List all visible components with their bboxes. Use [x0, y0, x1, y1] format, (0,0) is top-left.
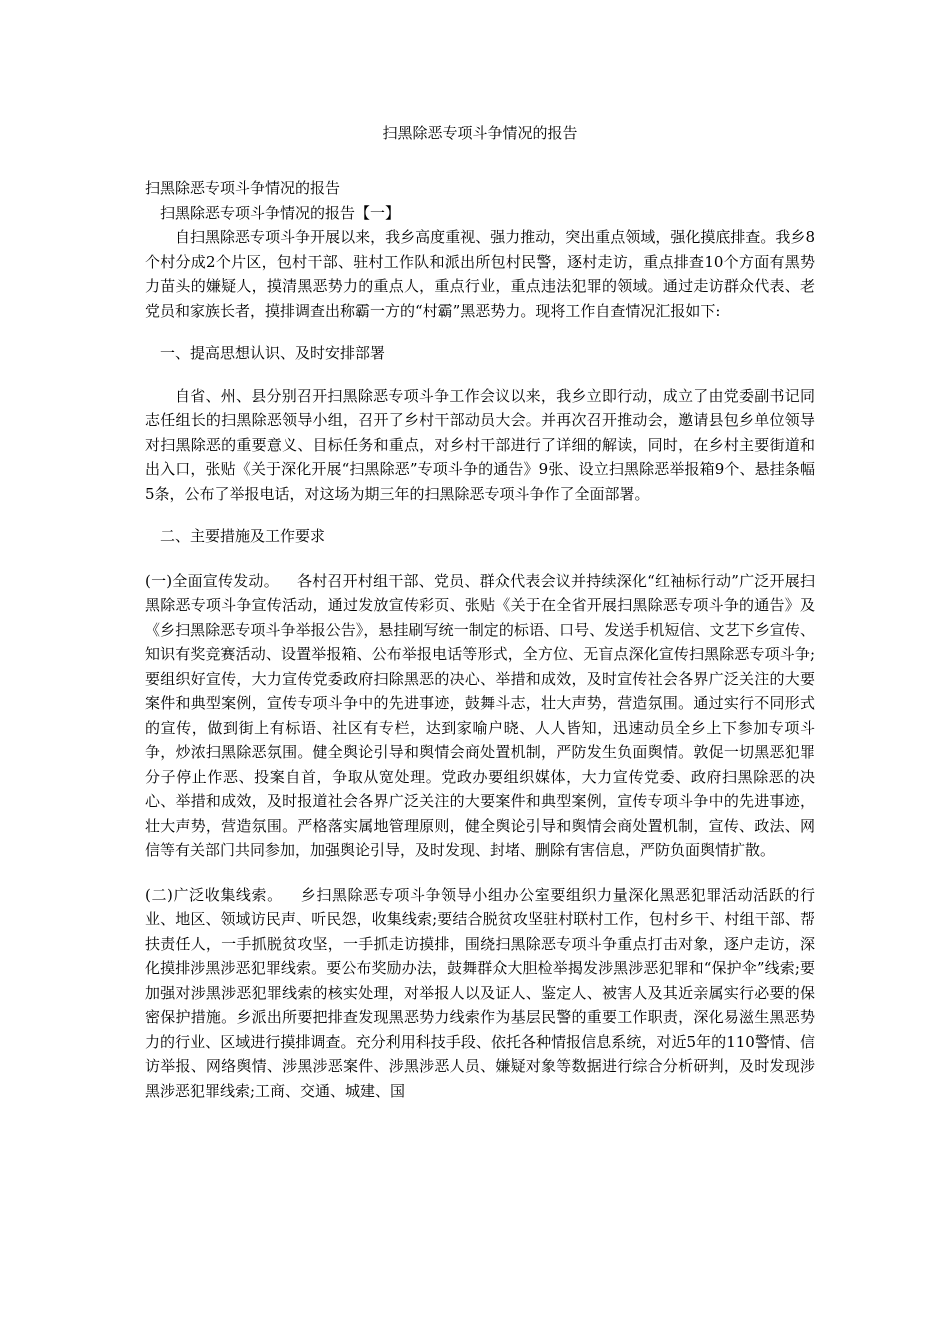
document-title: 扫黑除恶专项斗争情况的报告 — [382, 124, 578, 142]
measure-item-1 — [145, 569, 815, 863]
section-heading-2: 二、主要措施及工作要求 — [160, 527, 326, 545]
intro-paragraph: 自扫黑除恶专项斗争开展以来，我乡高度重视、强力推动，突出重点领域，强化摸底排查。我乡8个村分成2个片区，包村干部、驻村工作队和派出所包村民警，逐村走访，重点排查10个方面有黑势力苗头的嫌疑人，摸清黑恶势力的重点人，重点行业，重点违法犯罪的领域。通过走访群众代表、老党员和家族长者，摸排调查出称霸一方的“村霸”黑恶势力。现将工作自查情况汇报如下: — [145, 228, 815, 320]
measure-item-2-label: (二)广泛收集线索。 — [145, 885, 283, 904]
document-subheading: 扫黑除恶专项斗争情况的报告【一】 — [160, 203, 401, 222]
section-heading-1: 一、提高思想认识、及时安排部署 — [160, 344, 386, 362]
measure-item-2 — [145, 883, 815, 1104]
measure-item-1-text: 各村召开村组干部、党员、群众代表会议并持续深化“红袖标行动”广泛开展扫黑除恶专项斗争宣传活动，通过发放宣传彩页、张贴《关于在全省开展扫黑除恶专项斗争的通告》及《乡扫黑除恶专项斗争举报公告》，悬挂刷写统一制定的标语、口号、发送手机短信、文艺下乡宣传、知识有奖竞赛活动、设置举报箱、公布举报电话等形式，全方位、无盲点深化宣传扫黑除恶专项斗争;要组织好宣传，大力宣传党委政府扫除黑恶的决心、举措和成效，及时宣传社会各界广泛关注的大要案件和典型案例，宣传专项斗争中的先进事迹，鼓舞斗志，壮大声势，营造氛围。通过实行不同形式的宣传，做到街上有标语、社区有专栏，达到家喻户晓、人人皆知，迅速动员全乡上下参加专项斗争，炒浓扫黑除恶氛围。健全舆论引导和舆情会商处置机制，严防发生负面舆情。敦促一切黑恶犯罪分子停止作恶、投案自首，争取从宽处理。党政办要组织媒体，大力宣传党委、政府扫黑除恶的决心、举措和成效，及时报道社会各界广泛关注的大要案件和典型案例，宣传专项斗争中的先进事迹，壮大声势，营造氛围。严格落实属地管理原则，健全舆论引导和舆情会商处置机制，宣传、政法、网信等有关部门共同参加，加强舆论引导，及时发现、封堵、删除有害信息，严防负面舆情扩散。 — [145, 571, 815, 859]
section-1-paragraph: 自省、州、县分别召开扫黑除恶专项斗争工作会议以来，我乡立即行动，成立了由党委副书记同志任组长的扫黑除恶领导小组，召开了乡村干部动员大会。并再次召开推动会，邀请县包乡单位领导对扫黑除恶的重要意义、目标任务和重点，对乡村干部进行了详细的解读，同时，在乡村主要街道和出入口，张贴《关于深化开展“扫黑除恶”专项斗争的通告》9张、设立扫黑除恶举报箱9个、悬挂条幅5条，公布了举报电话，对这场为期三年的扫黑除恶专项斗争作了全面部署。 — [145, 386, 815, 503]
document-heading: 扫黑除恶专项斗争情况的报告 — [145, 179, 341, 197]
measure-item-2-text: 乡扫黑除恶专项斗争领导小组办公室要组织力量深化黑恶犯罪活动活跃的行业、地区、领域访民声、听民怨，收集线索;要结合脱贫攻坚驻村联村工作，包村乡干、村组干部、帮扶责任人，一手抓脱贫攻坚，一手抓走访摸排，围绕扫黑除恶专项斗争重点打击对象，逐户走访，深化摸排涉黑涉恶犯罪线索。要公布奖励办法，鼓舞群众大胆检举揭发涉黑涉恶犯罪和“保护伞”线索;要加强对涉黑涉恶犯罪线索的核实处理，对举报人以及证人、鉴定人、被害人及其近亲属实行必要的保密保护措施。乡派出所要把排查发现黑恶势力线索作为基层民警的重要工作职责，深化易滋生黑恶势力的行业、区域进行摸排调查。充分利用科技手段、依托各种情报信息系统，对近5年的110警情、信访举报、网络舆情、涉黑涉恶案件、涉黑涉恶人员、嫌疑对象等数据进行综合分析研判，及时发现涉黑涉恶犯罪线索;工商、交通、城建、国 — [145, 885, 815, 1100]
measure-item-1-label: (一)全面宣传发动。 — [145, 571, 279, 590]
document-page — [145, 120, 815, 1103]
